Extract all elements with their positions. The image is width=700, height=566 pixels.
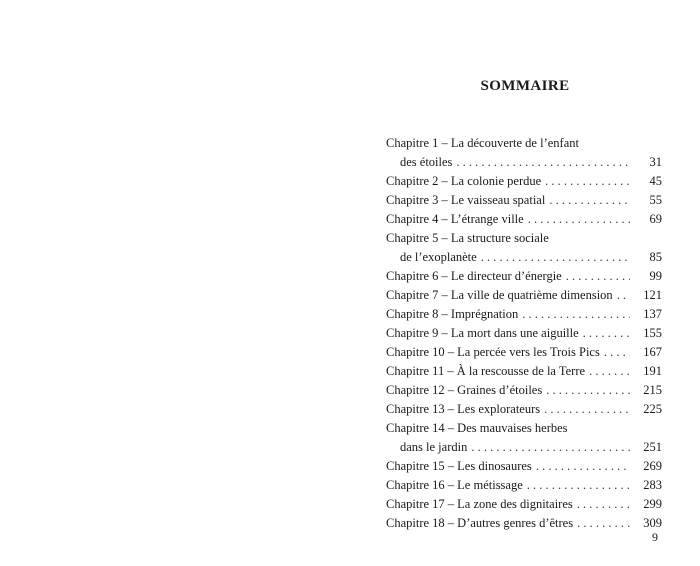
toc-entry-title: Chapitre 12 – Graines d’étoiles: [386, 383, 543, 397]
toc-entry-page: 85: [649, 250, 662, 264]
toc-entry-page: 167: [643, 345, 662, 359]
dot-leader: [546, 381, 630, 400]
toc-entry-page: 45: [649, 174, 662, 188]
toc-entry-page: 121: [643, 288, 662, 302]
dot-leader: [604, 343, 630, 362]
dot-leader: [617, 286, 630, 305]
toc-entry-title: Chapitre 11 – À la rescousse de la Terre: [386, 364, 586, 378]
toc-entry-page: 69: [649, 212, 662, 226]
toc-entry-page: 299: [643, 497, 662, 511]
toc-entry-page: 269: [643, 459, 662, 473]
toc-entry-page: 31: [649, 155, 662, 169]
toc-entry-page: 99: [649, 269, 662, 283]
dot-leader: [545, 172, 630, 191]
toc-entry-page: 191: [643, 364, 662, 378]
toc-entry: [386, 210, 662, 229]
toc-entry-title: Chapitre 10 – La percée vers les Trois Pics: [386, 345, 600, 359]
toc-entry-page: 251: [643, 440, 662, 454]
dot-leader: [566, 267, 630, 286]
toc-entry-title: Chapitre 15 – Les dinosaures: [386, 459, 532, 473]
toc-entry: [386, 191, 662, 210]
toc-entry: [386, 229, 662, 267]
toc-entry: [386, 305, 662, 324]
dot-leader: [577, 495, 630, 514]
dot-leader: [544, 400, 630, 419]
toc-entry-title: Chapitre 1 – La découverte de l’enfant: [386, 136, 579, 150]
table-of-contents: [386, 134, 662, 533]
toc-entry-page: 155: [643, 326, 662, 340]
toc-entry: [386, 324, 662, 343]
toc-entry: [386, 495, 662, 514]
toc-entry-page: 309: [643, 516, 662, 530]
toc-entry-page: 283: [643, 478, 662, 492]
toc-entry: [386, 267, 662, 286]
dot-leader: [522, 305, 630, 324]
toc-entry: [386, 457, 662, 476]
toc-entry: [386, 172, 662, 191]
toc-entry-title: Chapitre 18 – D’autres genres d’êtres: [386, 516, 574, 530]
dot-leader: [456, 153, 630, 172]
toc-entry-title: Chapitre 17 – La zone des dignitaires: [386, 497, 573, 511]
dot-leader: [549, 191, 630, 210]
dot-leader: [481, 248, 630, 267]
page-title: SOMMAIRE: [480, 78, 570, 94]
toc-entry: [386, 381, 662, 400]
toc-entry-title-continued: des étoiles: [400, 155, 453, 169]
dot-leader: [536, 457, 630, 476]
toc-entry-title: Chapitre 3 – Le vaisseau spatial: [386, 193, 546, 207]
toc-entry-page: 215: [643, 383, 662, 397]
toc-entry: [386, 343, 662, 362]
toc-entry: [386, 400, 662, 419]
toc-entry: [386, 514, 662, 533]
dot-leader: [577, 514, 630, 533]
toc-entry-title: Chapitre 5 – La structure sociale: [386, 231, 549, 245]
toc-entry-title-continued: de l’exoplanète: [400, 250, 477, 264]
toc-entry-page: 225: [643, 402, 662, 416]
toc-entry: [386, 362, 662, 381]
toc-entry-title: Chapitre 2 – La colonie perdue: [386, 174, 542, 188]
toc-entry: [386, 134, 662, 172]
toc-entry-title: Chapitre 6 – Le directeur d’énergie: [386, 269, 562, 283]
toc-entry: [386, 286, 662, 305]
toc-entry: [386, 419, 662, 457]
toc-entry: [386, 476, 662, 495]
toc-entry-title: Chapitre 7 – La ville de quatrième dimension: [386, 288, 613, 302]
dot-leader: [528, 210, 630, 229]
toc-entry-title: Chapitre 13 – Les explorateurs: [386, 402, 541, 416]
toc-entry-page: 55: [649, 193, 662, 207]
toc-entry-title-continued: dans le jardin: [400, 440, 468, 454]
dot-leader: [527, 476, 630, 495]
dot-leader: [589, 362, 630, 381]
toc-entry-title: Chapitre 4 – L’étrange ville: [386, 212, 524, 226]
toc-entry-page: 137: [643, 307, 662, 321]
dot-leader: [583, 324, 630, 343]
toc-entry-title: Chapitre 14 – Des mauvaises herbes: [386, 421, 568, 435]
page-number: 9: [652, 530, 658, 544]
dot-leader: [471, 438, 630, 457]
toc-entry-title: Chapitre 16 – Le métissage: [386, 478, 523, 492]
toc-entry-title: Chapitre 9 – La mort dans une aiguille: [386, 326, 579, 340]
toc-entry-title: Chapitre 8 – Imprégnation: [386, 307, 519, 321]
